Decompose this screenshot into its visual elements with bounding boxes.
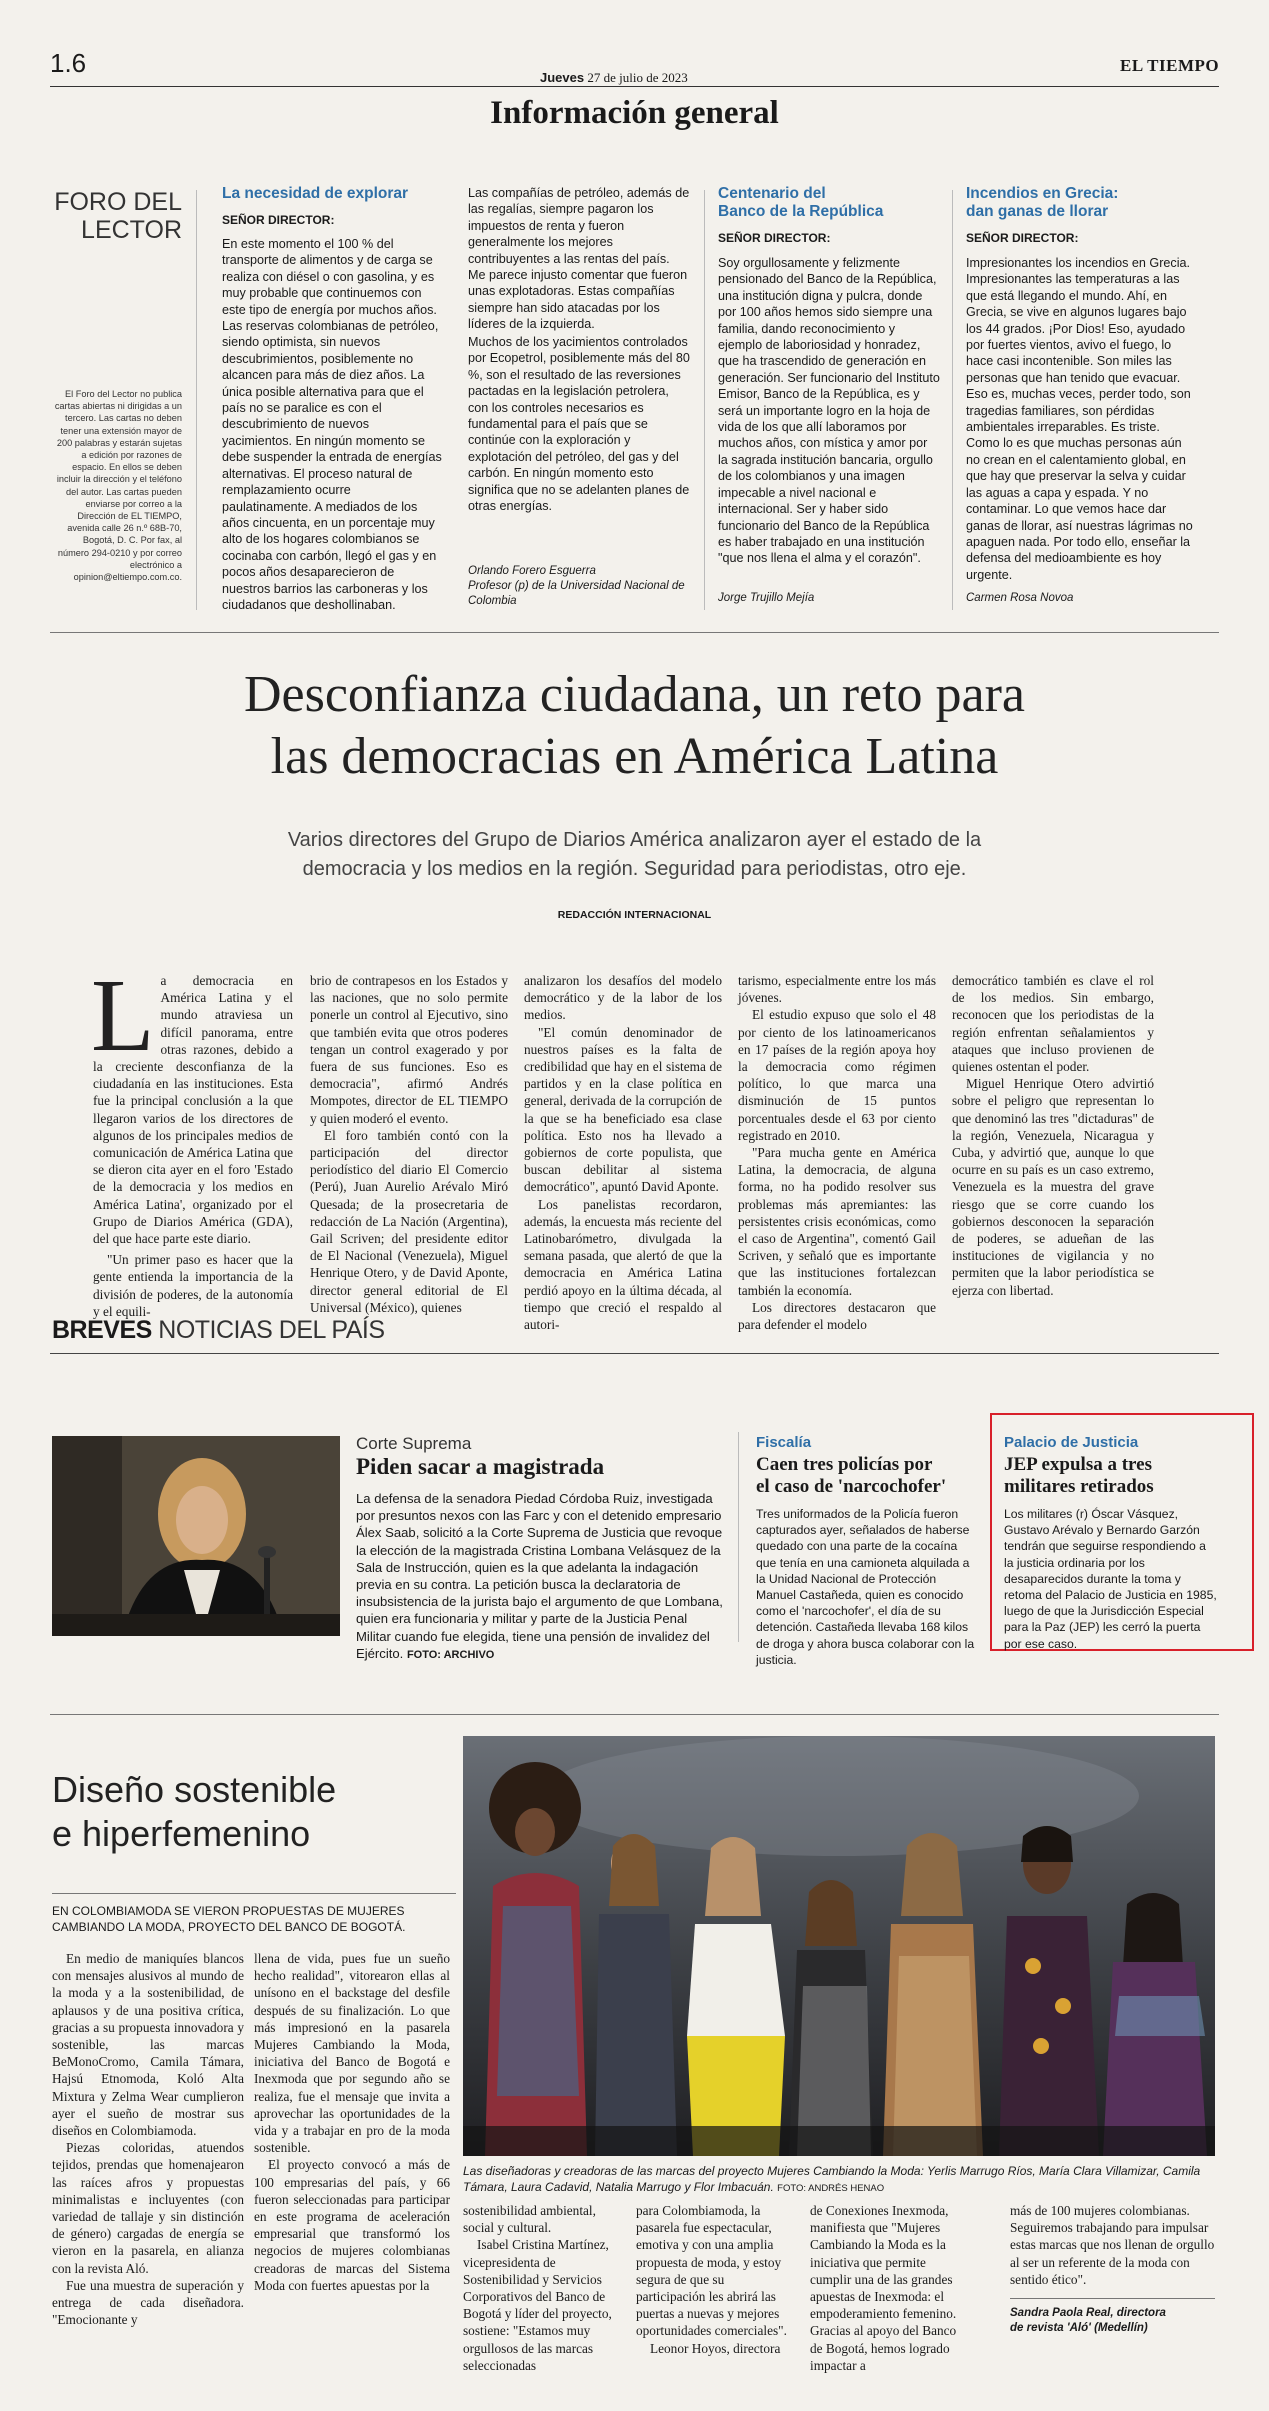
fashion-headline: [52, 1768, 336, 1856]
fashion-col1-p2: Piezas coloridas, atuendos tejidos, prendas que homenajearon las raíces afros y propuestas minimalistas e incluyentes (con variedad de tallaje y sin distinción de género) cargadas de energía se vieron en la pasarela, en alianza con la revista Aló.: [52, 2140, 244, 2276]
main-col4-p3: "Para mucha gente en América Latina, la democracia, de alguna forma, no ha podido resolver sus problemas más apremiantes: las persistentes crisis económicas, como el caso de Argentina", comentó Gail Scriven, y señaló que es importante que las instituciones fortalezcan también la economía.: [738, 1145, 936, 1298]
main-col2: [310, 972, 508, 1316]
main-col2-p2: El foro también contó con la participación del director periodístico del diario El Comercio (Perú), Juan Aurelio Arévalo Miró Quesada; de la prosecretaria de redacción de La Nación (Argentina), Gail Scriven; del presidente editor de El Nacional (Venezuela), Miguel Henrique Otero, y de David Aponte, director general editorial de El Universal (México), quienes: [310, 1127, 508, 1315]
letter-divider-2: [704, 190, 705, 610]
foro-divider: [196, 190, 197, 610]
breve1-body-wrap: [356, 1490, 724, 1664]
fashion-photo: [463, 1736, 1215, 2156]
breve3-headline: [1004, 1454, 1154, 1498]
breves-bottom-rule: [50, 1714, 1219, 1715]
letter2-headline: [718, 185, 883, 221]
main-dek-line2: democracia y los medios en la región. Seguridad para periodistas, otro eje.: [302, 858, 967, 880]
letter3-headline-line1: Incendios en Grecia:: [966, 185, 1119, 202]
date-day: Jueves: [540, 70, 585, 85]
fashion-quote-rule: [1010, 2298, 1215, 2299]
breve3-kicker: Palacio de Justicia: [1004, 1434, 1139, 1451]
letter2-headline-line2: Banco de la República: [718, 203, 884, 220]
fashion-col5-p1: de Conexiones Inexmoda, manifiesta que "Mujeres Cambiando la Moda es la iniciativa que permite cumplir una de las grandes apuestas de Inexmoda: el empoderamiento femenino. Gracias al apoyo del Banco de Bogotá, hemos logrado impactar a: [810, 2203, 957, 2373]
main-byline: REDACCIÓN INTERNACIONAL: [557, 909, 712, 921]
breve2-kicker: Fiscalía: [756, 1434, 812, 1451]
section-title: Información general: [490, 95, 779, 131]
fashion-headline-line1: Diseño sostenible: [52, 1769, 337, 1810]
main-col3-p2: "El común denominador de nuestros países es la falta de credibilidad que hay en el sistema de partidos y en la clase política en general, derivada de la corrupción de la que se ha beneficiado esa clase política. Esto nos ha llevado a gobiernos de corte populista, que buscan debilitar al sistema democrático", apuntó David Aponte.: [524, 1024, 722, 1195]
foro-title-line2: LECTOR: [81, 216, 182, 244]
main-col2-p1: brio de contrapesos en los Estados y las naciones, que no solo permite ponerle un control al Ejecutivo, sino que también evita que otros poderes tengan un control exagerado y por fuera de sus funciones. Eso es democracia", afirmó Andrés Mompotes, director de EL TIEMPO y quien moderó el evento.: [310, 973, 508, 1126]
letter1-salutation: SEÑOR DIRECTOR:: [222, 213, 335, 227]
foro-bottom-rule: [50, 632, 1219, 633]
letter2-signature: Jorge Trujillo Mejía: [718, 592, 815, 604]
main-dek-line1: Varios directores del Grupo de Diarios América analizaron ayer el estado de la: [287, 829, 982, 851]
letter3-headline: [966, 185, 1118, 221]
letter1-signature-name: Orlando Forero Esguerra: [468, 565, 596, 577]
fashion-col4-p2: Leonor Hoyos, directora: [650, 2340, 781, 2356]
breves-label-rest: NOTICIAS DEL PAÍS: [158, 1316, 385, 1344]
fashion-dek: EN COLOMBIAMODA SE VIERON PROPUESTAS DE MUJERES CAMBIANDO LA MODA, PROYECTO DEL BANCO DE BOGOTÁ.: [52, 1904, 406, 1934]
breve1-kicker: Corte Suprema: [356, 1434, 472, 1453]
fashion-col6: [1010, 2202, 1215, 2288]
letter1-body-c: Muchos de los yacimientos controlados por Ecopetrol, posiblemente más del 80 %, son el resultado de las reversiones pactadas en la legislación petrolera, con los controles necesarios es fundamental para el país que se continúe con la exploración y explotación del petróleo, del gas y del carbón. En ningún momento esto significa que no se adelanten planes de otras energías.: [468, 335, 690, 514]
letter-divider-3: [952, 190, 953, 610]
main-dek: [0, 826, 1269, 884]
masthead-rule: [50, 86, 1219, 87]
fashion-photo-illustration: [463, 1736, 1215, 2156]
main-col5-p2: Miguel Henrique Otero advirtió sobre el peligro que representan lo que denominó las tres "dictaduras" de la región, Venezuela, Nicaragua y Cuba, y advirtió que, aunque lo que ocurre en su país es un caso extremo, Venezuela es la muestra del grave riesgo que se corre cuando los gobiernos desconocen la separación de poderes, se adueñan de las instituciones de vigilancia y no permiten que la labor periodística se ejerza con libertad.: [952, 1076, 1154, 1298]
page-date: [540, 70, 688, 86]
fashion-quote-signature: [1010, 2306, 1215, 2336]
main-col3-p3: Los panelistas recordaron, además, la encuesta más reciente del Latinobarómetro, divulgada la semana pasada, que alertó de que la democracia en América Latina perdió apoyo en la última década, al tiempo que creció el respaldo al autori-: [524, 1196, 722, 1333]
letter1-signature-role: Profesor (p) de la Universidad Nacional de Colombia: [468, 580, 685, 607]
fashion-signature-line2: de revista 'Aló' (Medellín): [1010, 2322, 1148, 2334]
main-col4-p2: El estudio expuso que solo el 48 por ciento de los latinoamericanos en 17 países de la región apoya hoy la democracia como régimen político, lo que marca una disminución de 15 puntos porcentuales desde el 63 por ciento registrado en 2010.: [738, 1007, 936, 1143]
letter3-salutation: SEÑOR DIRECTOR:: [966, 231, 1079, 245]
main-col5: [952, 972, 1154, 1299]
fashion-col3-p1: sostenibilidad ambiental, social y cultural.: [463, 2203, 596, 2236]
letter1-body-a: En este momento el 100 % del transporte de alimentos y de carga se realiza con diésel o con gasolina, y es muy probable que continuemos con este tipo de energía por muchos años. Las reservas colombianas de petróleo, siendo optimista, sin nuevos descubrimientos, posiblemente no alcancen para más de diez años. La única posible alternativa para que el país no se paralice es con el descubrimiento de nuevos yacimientos. En ningún momento se debe suspender la entrada de energías alternativas. El proceso natural de remplazamiento ocurre paulatinamente. A mediados de los años cincuenta, en un porcentaje muy alto de los hogares colombianos se cocinaba con carbón, llegó el gas y en pocos años desaparecieron de nuestros barrios las carboneras y los ciudadanos que deshollinaban.: [222, 237, 442, 612]
main-col4-p4: Los directores destacaron que para defender el modelo: [738, 1299, 936, 1333]
main-col4: [738, 972, 936, 1333]
main-col4-p1: tarismo, especialmente entre los más jóvenes.: [738, 973, 936, 1006]
breves-rule: [50, 1353, 1219, 1354]
brand-logo: EL TIEMPO: [1120, 56, 1220, 75]
fashion-col4: [636, 2202, 796, 2357]
main-col5-p1: democrático también es clave el rol de los medios. Sin embargo, reconocen que los periodistas de la región enfrentan señalamientos y ataques que incluso provienen de quienes ostentan el poder.: [952, 973, 1154, 1075]
fashion-dek-rule: [52, 1893, 456, 1894]
breve3-body: Los militares (r) Óscar Vásquez, Gustavo Arévalo y Bernardo Garzón tendrán que seguirse respondiendo a la justicia ordinaria por los desaparecidos durante la toma y retoma del Palacio de Justicia en 1985, luego de que la Jurisdicción Especial para la Paz (JEP) les cerró la puerta por ese caso.: [1004, 1507, 1217, 1651]
breve2-headline-line1: Caen tres policías por: [756, 1454, 933, 1475]
date-rest: 27 de julio de 2023: [587, 70, 688, 85]
fashion-col4-p1: para Colombiamoda, la pasarela fue espectacular, emotiva y con una amplia propuesta de moda, y estoy segura de que su participación les abrirá las puertas a nuevas y mejores oportunidades comerciales".: [636, 2203, 787, 2339]
main-headline-line2: las democracias en América Latina: [270, 728, 999, 785]
foro-title: [50, 188, 182, 244]
fashion-col6-p1: más de 100 mujeres colombianas. Seguiremos trabajando para impulsar estas marcas que nos llenan de orgullo al ser un referente de la moda con sentido ético".: [1010, 2203, 1215, 2287]
letter3-signature: Carmen Rosa Novoa: [966, 592, 1074, 604]
breves-label: [52, 1316, 385, 1345]
letter1-signature: [468, 564, 690, 609]
main-col1-lead: a democracia en América Latina y el mundo atraviesa un difícil panorama, entre otras razones, debido a la creciente desconfianza de la ciudadanía en las instituciones. Esta fue la principal conclusión a la que llegaron varios de los directores de algunos de los principales medios de comunicación de América Latina que se dieron cita ayer en el foro 'Estado de la democracia y los medios en América Latina', organizado por el Grupo de Diarios América (GDA), del que hace parte este diario.: [93, 973, 293, 1247]
fashion-col1-p3: Fue una muestra de superación y entrega de cada diseñadora. "Emocionante y: [52, 2277, 244, 2328]
fashion-photo-credit: FOTO: ANDRÉS HENAO: [777, 2182, 885, 2194]
breve1-credit: FOTO: ARCHIVO: [406, 1648, 495, 1661]
breve1-body: La defensa de la senadora Piedad Córdoba Ruiz, investigada por presuntos nexos con las Farc y con el detenido empresario Álex Saab, solicitó a la Corte Suprema de Justicia que revoque la elección de la magistrada Cristina Lombana Velásquez de la Sala de Instrucción, quien es la que adelanta la indagación previa en su contra. La petición busca la declaratoria de insubsistencia de la jurista bajo el argumento de que Lombana, quien era funcionaria y militar y parte de la Justicia Penal Militar cuando fue elegida, tiene una pensión de invalidez del Ejército.: [356, 1491, 723, 1661]
breve2-headline: [756, 1454, 946, 1498]
letter1-headline: La necesidad de explorar: [222, 185, 409, 202]
fashion-signature-line1: Sandra Paola Real, directora: [1010, 2307, 1166, 2319]
breves-divider-1: [738, 1432, 739, 1642]
main-col3: [524, 972, 722, 1333]
breve1-headline: Piden sacar a magistrada: [356, 1454, 605, 1479]
breves-photo-magistrate: [52, 1436, 340, 1636]
breve2-headline-line2: el caso de 'narcochofer': [756, 1476, 947, 1497]
fashion-col3: [463, 2202, 623, 2374]
breves-label-bold: BREVES: [52, 1316, 152, 1344]
fashion-col2-p1: llena de vida, pues fue un sueño hecho realidad", vitorearon ellas al unísono en el backstage del desfile después de su finalización. Lo que más impresionó en la pasarela Mujeres Cambiando la Moda, iniciativa del Banco de Bogotá e Inexmoda que por segundo año se realiza, fue el mensaje que invita a aprovechar las oportunidades de la vida y a trabajar en pro de la moda sostenible.: [254, 1951, 450, 2156]
fashion-col1-p1: En medio de maniquíes blancos con mensajes alusivos al mundo de la moda y a la sostenibilidad, de aplausos y de una positiva crítica, gracias a su propuesta innovadora y sostenible, las marcas BeMonoCromo, Camila Támara, Hajsú Etnomoda, Koló Alta Mixtura y Zelma Wear cumplieron ayer el sueño de mostrar sus diseños en Colombiamoda.: [52, 1951, 244, 2139]
fashion-col5: [810, 2202, 970, 2374]
main-headline: [0, 664, 1269, 788]
main-col1: [91, 958, 293, 1320]
letter2-headline-line1: Centenario del: [718, 185, 826, 202]
foro-notice: El Foro del Lector no publica cartas abiertas ni dirigidas a un tercero. Las cartas no deben tener una extensión mayor de 200 palabras y estarán sujetas a edición por razones de espacio. En ellos se deben incluir la dirección y el teléfono del autor. Las cartas pueden enviarse por correo a la Dirección de EL TIEMPO, avenida calle 26 n.º 68B-70, Bogotá, D. C. Por fax, al número 294-0210 y por correo electrónico a opinion@eltiempo.com.co.: [54, 389, 182, 583]
letter3-body: Impresionantes los incendios en Grecia. Impresionantes las temperaturas a las que está llegando el mundo. Ahí, en Grecia, se vive en algunos lugares bajo los 44 grados. ¡Por Dios! Eso, ayudado por fuertes vientos, avivo el fuego, lo hace casi incontenible. Son miles las personas que han tenido que evacuar. Eso es, muchas veces, perder todo, son tragedias familiares, son pérdidas ambientales irreparables. Es triste. Como lo es que muchas personas aún no crean en el calentamiento global, en que hay que preservar la selva y cuidar las aguas a capa y espada. Y no contaminar. Lo que vemos hace dar ganas de llorar, así nuestras lágrimas no apaguen nada. Por todo ello, enseñar la defensa del medioambiente es hoy urgente.: [966, 256, 1193, 582]
breve3-headline-line2: militares retirados: [1004, 1476, 1154, 1497]
fashion-col2-p2: El proyecto convocó a más de 100 empresarias del país, y 66 fueron seleccionadas para participar en este programa de aceleración empresarial que transformó los negocios de mujeres colombianas creadoras de marcas del Sistema Moda con fuertes apuestas por la: [254, 2157, 450, 2293]
fashion-caption-wrap: [463, 2164, 1215, 2196]
fashion-col2: [254, 1950, 450, 2294]
main-headline-line1: Desconfianza ciudadana, un reto para: [243, 666, 1026, 723]
fashion-col1: [52, 1950, 244, 2328]
breve3-headline-line1: JEP expulsa a tres: [1004, 1454, 1152, 1475]
drop-cap: L: [91, 958, 155, 1073]
page-number: 1.6: [50, 48, 87, 78]
letter2-salutation: SEÑOR DIRECTOR:: [718, 231, 831, 245]
fashion-headline-line2: e hiperfemenino: [52, 1813, 311, 1854]
foro-title-line1: FORO DEL: [54, 188, 182, 216]
letter3-headline-line2: dan ganas de llorar: [966, 203, 1109, 220]
magistrate-photo-illustration: [52, 1436, 340, 1636]
breve2-body: Tres uniformados de la Policía fueron capturados ayer, señalados de haberse quedado con una parte de la cocaína que tenía en una camioneta alquilada a la Unidad Nacional de Protección Manuel Castañeda, quien es conocido como el 'narcochofer', el día de su detención. Castañeda llevaba 168 kilos de droga y ahora busca colaborar con la justicia.: [756, 1507, 975, 1667]
main-col3-p1: analizaron los desafíos del modelo democrático y de la labor de los medios.: [524, 973, 722, 1023]
fashion-col3-p2: Isabel Cristina Martínez, vicepresidenta de Sostenibilidad y Servicios Corporativos del Banco de Bogotá y líder del proyecto, sostiene: "Estamos muy orgullosos de las marcas seleccionadas: [463, 2237, 612, 2373]
fashion-caption: Las diseñadoras y creadoras de las marcas del proyecto Mujeres Cambiando la Moda: Yerlis Marrugo Ríos, María Clara Villamizar, Camila Támara, Laura Cadavid, Natalia Marrugo y Flor Imbacuán.: [463, 2164, 1201, 2194]
letter2-body: Soy orgullosamente y felizmente pensionado del Banco de la República, una institución digna y pulcra, donde por 100 años hemos sido siempre una familia, dando reconocimiento y ejemplo de laboriosidad y honradez, que ha trascendido de generación en generación. Ser funcionario del Instituto Emisor, Banco de la República, es y será un importante logro en la hoja de vida de los que allí laboramos por muchos años, con mística y amor por la sagrada institución bancaria, orgullo de los colombianos y una imagen impecable a nivel nacional e internacional. Ser y haber sido funcionario del Banco de la República es haber trabajado en una institución "que nos llena el alma y el corazón".: [718, 256, 940, 566]
main-col1-p2: "Un primer paso es hacer que la gente entienda la importancia de la división de poderes, de la autonomía y el equili-: [93, 1252, 293, 1319]
letter1-body-b: Las compañías de petróleo, además de las regalías, siempre pagaron los impuestos de renta y fueron generalmente los mejores contribuyentes a las rentas del país. Me parece injusto comentar que fueron unas explotadoras. Estas compañías siempre han sido atacadas por los líderes de la izquierda.: [468, 186, 690, 332]
